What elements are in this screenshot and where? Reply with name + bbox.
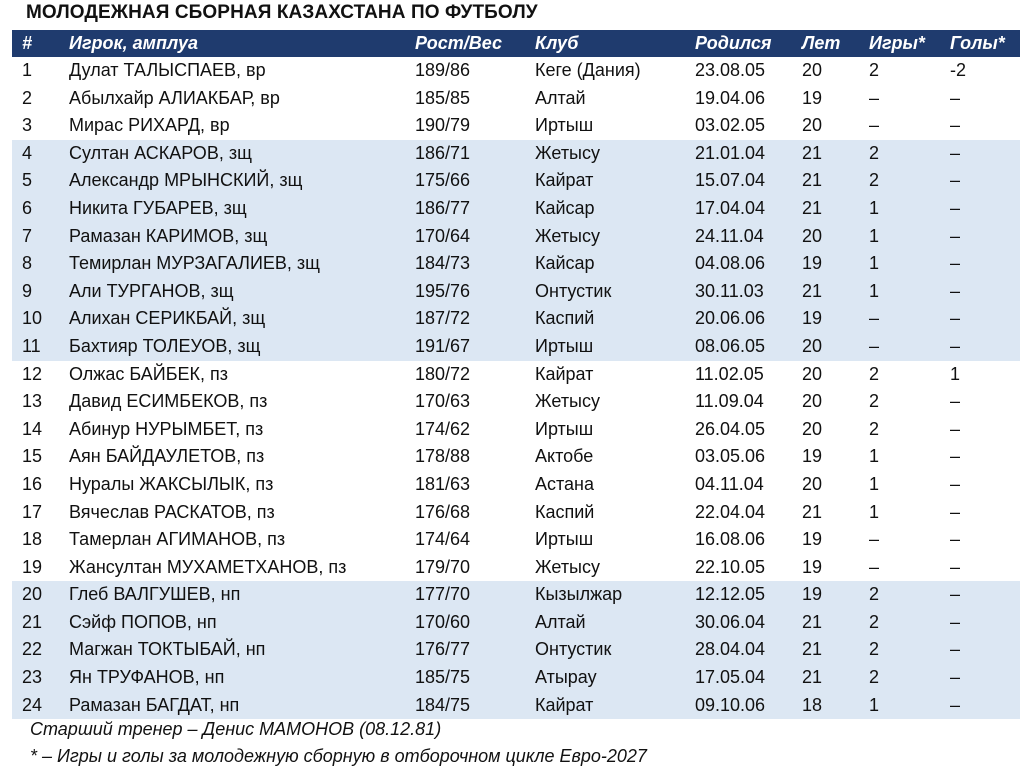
cell-height-weight: 170/60 [415, 611, 471, 632]
cell-num: 11 [22, 335, 41, 356]
cell-club: Атырау [535, 667, 597, 688]
cell-goals: – [950, 529, 961, 550]
cell-num: 2 [22, 87, 33, 108]
cell-games: 1 [869, 253, 880, 274]
table-row [12, 554, 1020, 582]
cell-born: 26.04.05 [695, 418, 766, 439]
cell-height-weight: 185/75 [415, 667, 471, 688]
cell-age: 18 [802, 694, 823, 715]
cell-age: 19 [802, 308, 823, 329]
header-club: Клуб [535, 33, 579, 53]
cell-player: Абылхайр АЛИАКБАР, вр [69, 87, 280, 108]
cell-born: 04.08.06 [695, 253, 766, 274]
cell-num: 7 [22, 225, 33, 246]
cell-born: 19.04.06 [695, 87, 766, 108]
table-row [12, 112, 1020, 140]
cell-club: Жетысу [535, 556, 600, 577]
cell-player: Жансултан МУХАМЕТХАНОВ, пз [69, 556, 347, 577]
cell-age: 19 [802, 529, 823, 550]
cell-age: 19 [802, 584, 823, 605]
table-row [12, 333, 1020, 361]
cell-player: Дулат ТАЛЫСПАЕВ, вр [69, 60, 266, 80]
cell-games: 2 [869, 667, 880, 688]
cell-height-weight: 178/88 [415, 446, 471, 467]
cell-club: Иртыш [535, 529, 594, 550]
header-age: Лет [802, 33, 841, 53]
cell-games: 1 [869, 446, 880, 467]
cell-height-weight: 179/70 [415, 556, 471, 577]
cell-club: Жетысу [535, 391, 600, 412]
cell-age: 21 [802, 280, 823, 301]
cell-club: Астана [535, 473, 595, 494]
table-header [12, 30, 1020, 57]
cell-games: 1 [869, 197, 880, 218]
cell-height-weight: 170/63 [415, 391, 471, 412]
cell-club: Алтай [535, 611, 586, 632]
cell-goals: – [950, 584, 961, 605]
table-row [12, 361, 1020, 389]
cell-num: 19 [22, 556, 43, 577]
cell-height-weight: 174/64 [415, 529, 471, 550]
cell-born: 23.08.05 [695, 60, 766, 80]
cell-club: Каспий [535, 501, 595, 522]
cell-goals: – [950, 694, 961, 715]
cell-player: Али ТУРГАНОВ, зщ [69, 280, 234, 301]
table-row [12, 57, 1020, 85]
cell-born: 30.11.03 [695, 280, 764, 301]
cell-goals: – [950, 611, 961, 632]
cell-num: 14 [22, 418, 43, 439]
cell-games: – [869, 529, 880, 550]
table-row [12, 664, 1020, 692]
cell-height-weight: 186/77 [415, 197, 471, 218]
cell-games: 1 [869, 225, 880, 246]
cell-height-weight: 177/70 [415, 584, 471, 605]
cell-age: 19 [802, 253, 823, 274]
cell-goals: – [950, 308, 961, 329]
cell-age: 20 [802, 225, 823, 246]
cell-height-weight: 180/72 [415, 363, 471, 384]
cell-club: Иртыш [535, 115, 594, 136]
cell-height-weight: 184/73 [415, 253, 471, 274]
cell-club: Онтустик [535, 639, 612, 660]
cell-num: 6 [22, 197, 33, 218]
table-row [12, 636, 1020, 664]
cell-born: 20.06.06 [695, 308, 766, 329]
coach-note: Старший тренер – Денис МАМОНОВ (08.12.81) [30, 719, 442, 739]
cell-games: 2 [869, 639, 880, 660]
cell-goals: – [950, 391, 961, 412]
cell-goals: – [950, 418, 961, 439]
cell-born: 17.05.04 [695, 667, 766, 688]
cell-player: Сэйф ПОПОВ, нп [69, 611, 217, 632]
table-row [12, 609, 1020, 637]
cell-goals: – [950, 501, 961, 522]
cell-games: 2 [869, 60, 880, 80]
cell-goals: – [950, 170, 961, 191]
cell-age: 21 [802, 170, 823, 191]
cell-goals: -2 [950, 60, 967, 80]
cell-goals: – [950, 115, 961, 136]
page-title: МОЛОДЕЖНАЯ СБОРНАЯ КАЗАХСТАНА ПО ФУТБОЛУ [26, 2, 538, 23]
cell-games: – [869, 556, 880, 577]
header-games: Игры* [869, 33, 925, 53]
cell-player: Александр МРЫНСКИЙ, зщ [69, 170, 303, 191]
cell-height-weight: 186/71 [415, 142, 471, 163]
table-row [12, 250, 1020, 278]
cell-games: 2 [869, 611, 880, 632]
cell-height-weight: 174/62 [415, 418, 471, 439]
cell-club: Алтай [535, 87, 586, 108]
cell-num: 5 [22, 170, 33, 191]
cell-num: 16 [22, 473, 43, 494]
cell-height-weight: 176/77 [415, 639, 471, 660]
cell-games: 1 [869, 501, 880, 522]
cell-height-weight: 189/86 [415, 60, 471, 80]
cell-age: 21 [802, 197, 823, 218]
cell-height-weight: 184/75 [415, 694, 471, 715]
table-row [12, 471, 1020, 499]
cell-club: Каспий [535, 308, 595, 329]
cell-born: 22.04.04 [695, 501, 766, 522]
cell-player: Давид ЕСИМБЕКОВ, пз [69, 391, 268, 412]
cell-goals: – [950, 225, 961, 246]
cell-age: 20 [802, 335, 823, 356]
cell-goals: – [950, 335, 961, 356]
cell-age: 19 [802, 446, 823, 467]
cell-player: Нуралы ЖАКСЫЛЫК, пз [69, 473, 274, 494]
cell-games: 2 [869, 584, 880, 605]
cell-num: 12 [22, 363, 43, 384]
cell-born: 28.04.04 [695, 639, 766, 660]
cell-born: 04.11.04 [695, 473, 764, 494]
table-row [12, 278, 1020, 306]
cell-goals: – [950, 639, 961, 660]
table-row [12, 499, 1020, 527]
cell-player: Рамазан КАРИМОВ, зщ [69, 225, 268, 246]
cell-player: Магжан ТОКТЫБАЙ, нп [69, 639, 266, 660]
cell-games: 1 [869, 694, 880, 715]
cell-height-weight: 187/72 [415, 308, 471, 329]
cell-player: Никита ГУБАРЕВ, зщ [69, 197, 247, 218]
cell-height-weight: 170/64 [415, 225, 471, 246]
cell-age: 20 [802, 418, 823, 439]
header-num: # [22, 33, 33, 53]
cell-goals: – [950, 253, 961, 274]
table-row [12, 167, 1020, 195]
table-row [12, 526, 1020, 554]
cell-num: 23 [22, 667, 43, 688]
cell-club: Кызылжар [535, 584, 623, 605]
table-row [12, 581, 1020, 609]
cell-goals: – [950, 197, 961, 218]
cell-player: Вячеслав РАСКАТОВ, пз [69, 501, 275, 522]
cell-height-weight: 181/63 [415, 473, 471, 494]
cell-born: 21.01.04 [695, 142, 766, 163]
cell-height-weight: 191/67 [415, 335, 471, 356]
cell-goals: – [950, 556, 961, 577]
cell-born: 22.10.05 [695, 556, 766, 577]
cell-player: Олжас БАЙБЕК, пз [69, 363, 229, 384]
cell-height-weight: 176/68 [415, 501, 471, 522]
cell-player: Мирас РИХАРД, вр [69, 115, 230, 136]
cell-goals: – [950, 667, 961, 688]
cell-player: Рамазан БАГДАТ, нп [69, 694, 240, 715]
cell-player: Тамерлан АГИМАНОВ, пз [69, 529, 286, 550]
cell-goals: – [950, 142, 961, 163]
cell-age: 20 [802, 473, 823, 494]
cell-born: 17.04.04 [695, 197, 766, 218]
cell-club: Кеге (Дания) [535, 60, 641, 80]
cell-height-weight: 175/66 [415, 170, 471, 191]
cell-age: 21 [802, 639, 823, 660]
cell-club: Актобе [535, 446, 594, 467]
cell-player: Султан АСКАРОВ, зщ [69, 142, 252, 163]
cell-games: 1 [869, 280, 880, 301]
cell-goals: – [950, 280, 961, 301]
cell-born: 11.09.04 [695, 391, 764, 412]
cell-born: 08.06.05 [695, 335, 766, 356]
cell-games: – [869, 335, 880, 356]
cell-club: Кайсар [535, 197, 595, 218]
table-row [12, 195, 1020, 223]
cell-player: Бахтияр ТОЛЕУОВ, зщ [69, 335, 261, 356]
cell-num: 3 [22, 115, 33, 136]
cell-born: 30.06.04 [695, 611, 766, 632]
cell-num: 18 [22, 529, 43, 550]
cell-player: Темирлан МУРЗАГАЛИЕВ, зщ [69, 253, 320, 274]
cell-born: 11.02.05 [695, 363, 764, 384]
cell-club: Онтустик [535, 280, 612, 301]
cell-games: 2 [869, 170, 880, 191]
cell-born: 16.08.06 [695, 529, 766, 550]
squad-table [12, 30, 1020, 719]
cell-num: 4 [22, 142, 33, 163]
cell-player: Аян БАЙДАУЛЕТОВ, пз [69, 446, 265, 467]
table-row [12, 388, 1020, 416]
cell-goals: – [950, 87, 961, 108]
cell-club: Иртыш [535, 335, 594, 356]
cell-height-weight: 190/79 [415, 115, 471, 136]
cell-club: Кайрат [535, 694, 594, 715]
cell-age: 21 [802, 667, 823, 688]
header-height-weight: Рост/Вес [415, 33, 503, 53]
cell-age: 20 [802, 363, 823, 384]
cell-born: 03.02.05 [695, 115, 766, 136]
cell-games: – [869, 87, 880, 108]
cell-goals: 1 [950, 363, 961, 384]
table-row [12, 305, 1020, 333]
cell-age: 20 [802, 60, 823, 80]
header-name: Игрок, амплуа [69, 33, 198, 53]
cell-player: Алихан СЕРИКБАЙ, зщ [69, 308, 266, 329]
cell-born: 12.12.05 [695, 584, 766, 605]
cell-num: 22 [22, 639, 43, 660]
cell-player: Глеб ВАЛГУШЕВ, нп [69, 584, 241, 605]
header-born: Родился [695, 33, 772, 53]
cell-player: Ян ТРУФАНОВ, нп [69, 667, 225, 688]
footnote: * – Игры и голы за молодежную сборную в отборочном цикле Евро-2027 [30, 746, 647, 766]
cell-player: Абинур НУРЫМБЕТ, пз [69, 418, 264, 439]
table-body [12, 57, 1020, 719]
cell-num: 1 [22, 60, 33, 80]
cell-born: 09.10.06 [695, 694, 766, 715]
cell-num: 20 [22, 584, 43, 605]
cell-games: – [869, 308, 880, 329]
cell-games: – [869, 115, 880, 136]
cell-age: 20 [802, 391, 823, 412]
cell-games: 2 [869, 391, 880, 412]
cell-age: 19 [802, 556, 823, 577]
cell-goals: – [950, 473, 961, 494]
cell-goals: – [950, 446, 961, 467]
table-row [12, 443, 1020, 471]
cell-num: 10 [22, 308, 43, 329]
header-goals: Голы* [950, 33, 1005, 53]
cell-num: 15 [22, 446, 43, 467]
cell-club: Жетысу [535, 225, 600, 246]
cell-age: 21 [802, 142, 823, 163]
cell-games: 2 [869, 142, 880, 163]
cell-born: 24.11.04 [695, 225, 764, 246]
cell-age: 20 [802, 115, 823, 136]
cell-height-weight: 185/85 [415, 87, 471, 108]
cell-club: Кайрат [535, 363, 594, 384]
table-row [12, 416, 1020, 444]
table-row [12, 140, 1020, 168]
table-row [12, 85, 1020, 113]
cell-born: 03.05.06 [695, 446, 766, 467]
cell-born: 15.07.04 [695, 170, 766, 191]
cell-games: 2 [869, 363, 880, 384]
cell-club: Кайсар [535, 253, 595, 274]
cell-age: 21 [802, 611, 823, 632]
cell-num: 13 [22, 391, 43, 412]
notes [30, 716, 647, 770]
cell-num: 21 [22, 611, 43, 632]
cell-num: 8 [22, 253, 33, 274]
cell-club: Жетысу [535, 142, 600, 163]
cell-num: 9 [22, 280, 33, 301]
cell-height-weight: 195/76 [415, 280, 471, 301]
cell-age: 21 [802, 501, 823, 522]
cell-age: 19 [802, 87, 823, 108]
cell-num: 24 [22, 694, 43, 715]
cell-club: Иртыш [535, 418, 594, 439]
cell-games: 1 [869, 473, 880, 494]
table-row [12, 223, 1020, 251]
cell-num: 17 [22, 501, 43, 522]
cell-club: Кайрат [535, 170, 594, 191]
cell-games: 2 [869, 418, 880, 439]
